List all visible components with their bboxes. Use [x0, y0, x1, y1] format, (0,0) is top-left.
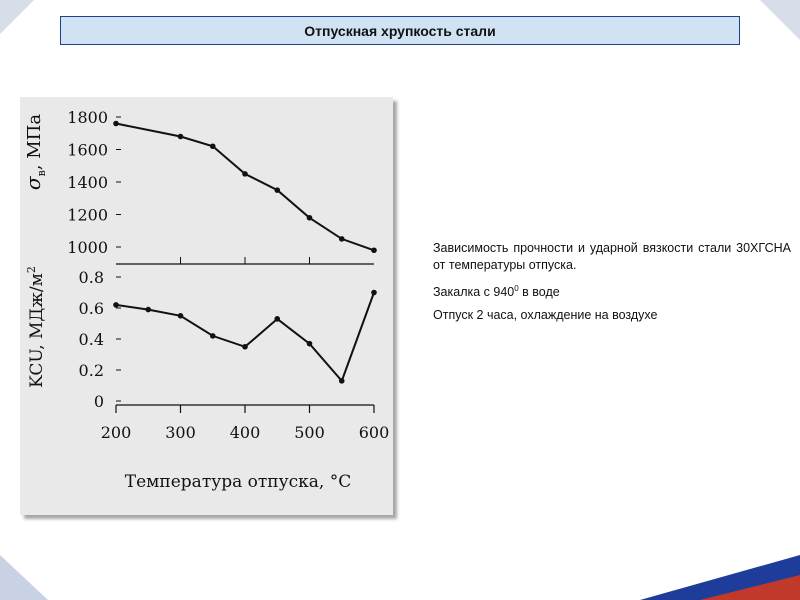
- quench-text: Закалка с 940: [433, 285, 515, 300]
- toughness-y-label-sup: 2: [25, 266, 38, 274]
- quench-medium-text: в воде: [518, 285, 560, 300]
- toughness-x-ticks: [101, 405, 390, 442]
- degree-superscript: 0: [514, 284, 519, 293]
- x-tick-label: 300: [165, 423, 196, 442]
- strength-y-tick-label: 1600: [67, 140, 108, 160]
- strength-point: [113, 121, 119, 127]
- x-axis-label: Температура отпуска, °С: [124, 472, 352, 492]
- chart-svg: [20, 97, 393, 515]
- description-panel: [433, 240, 791, 330]
- toughness-point: [210, 333, 216, 339]
- toughness-point: [274, 316, 280, 322]
- strength-y-tick-label: 1800: [67, 108, 108, 127]
- strength-series: [113, 121, 377, 253]
- corner-bottom-left-shape: [0, 555, 48, 600]
- strength-point: [274, 187, 280, 193]
- strength-line: [116, 124, 374, 251]
- strength-point: [307, 215, 313, 221]
- strength-y-label-sub: в: [35, 170, 48, 177]
- strength-y-label: [21, 114, 48, 190]
- strength-point: [339, 236, 345, 242]
- strength-point: [178, 134, 184, 140]
- strength-point: [371, 247, 377, 253]
- slide-title: Отпускная хрупкость стали: [60, 16, 740, 45]
- description-paragraph-2: [433, 280, 791, 301]
- description-paragraph-1: Зависимость прочности и ударной вязкости стали 30ХГСНА от температуры отпуска.: [433, 241, 791, 272]
- strength-y-ticks: [67, 108, 309, 264]
- x-tick-label: 500: [294, 423, 325, 442]
- x-tick-label: 200: [100, 423, 132, 442]
- toughness-y-label-main: KCU, МДж/м: [27, 273, 47, 388]
- toughness-panel: [25, 266, 389, 492]
- toughness-point: [113, 302, 119, 308]
- toughness-point: [178, 313, 184, 319]
- strength-y-tick-label: 1400: [67, 173, 108, 192]
- toughness-point: [145, 307, 151, 313]
- strength-point: [242, 171, 248, 177]
- toughness-y-tick-label: 0: [93, 392, 104, 411]
- corner-top-right-shape: [760, 0, 800, 40]
- toughness-y-label: [25, 266, 47, 388]
- strength-panel: [21, 108, 377, 264]
- toughness-point: [339, 378, 345, 384]
- toughness-point: [242, 344, 248, 350]
- strength-y-tick-label: 1200: [67, 205, 108, 225]
- x-tick-label: 600: [358, 423, 390, 442]
- x-tick-label: 400: [229, 423, 261, 442]
- toughness-line: [116, 293, 374, 381]
- chart-figure: [20, 97, 393, 515]
- strength-y-tick-label: 1000: [67, 238, 108, 257]
- toughness-y-tick-label: 0.2: [78, 361, 104, 380]
- toughness-point: [307, 341, 313, 347]
- strength-point: [210, 143, 216, 149]
- description-paragraph-3: Отпуск 2 часа, охлаждение на воздухе: [433, 308, 658, 323]
- toughness-y-tick-label: 0.6: [78, 299, 104, 318]
- strength-y-label-main: σ: [21, 176, 45, 191]
- toughness-y-tick-label: 0.4: [78, 330, 104, 349]
- toughness-series: [113, 290, 377, 384]
- toughness-y-ticks: [79, 268, 121, 411]
- strength-y-label-unit: , МПа: [24, 113, 45, 171]
- toughness-point: [371, 290, 377, 296]
- toughness-y-tick-label: 0.8: [78, 268, 104, 287]
- corner-top-left-shape: [0, 0, 34, 34]
